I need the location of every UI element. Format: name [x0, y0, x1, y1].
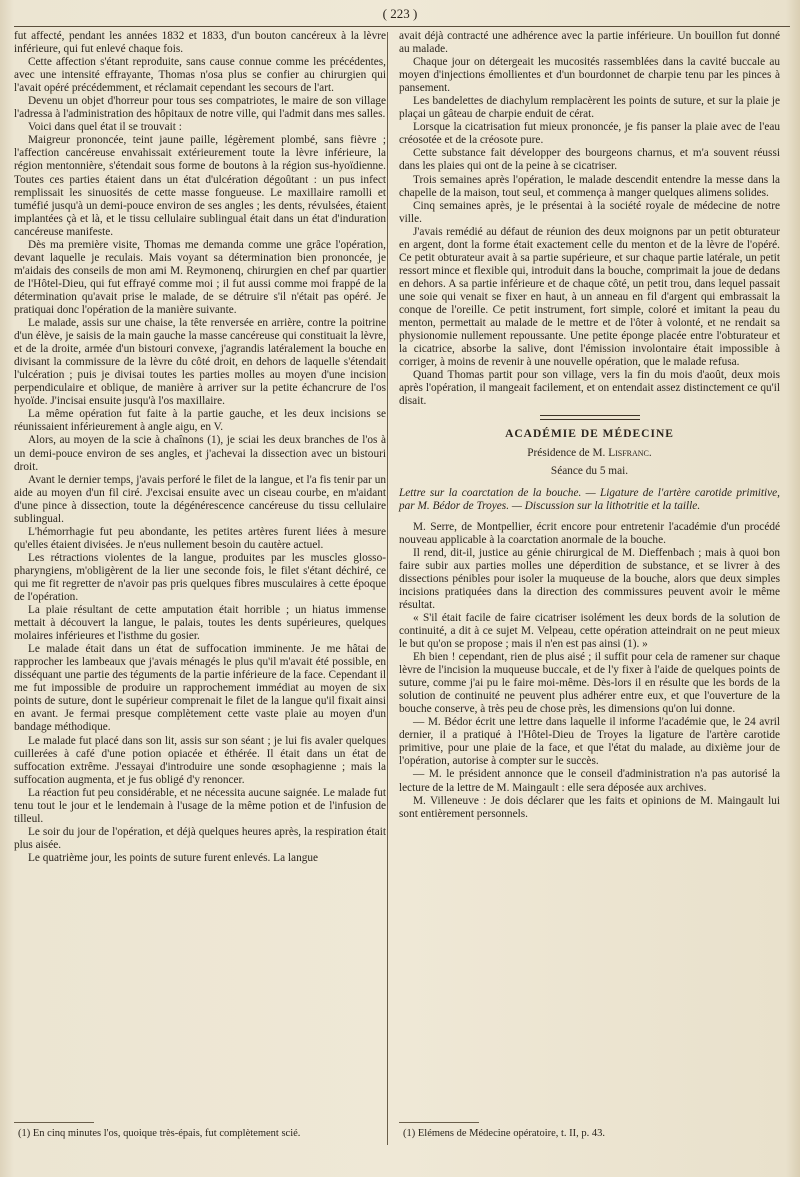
- paragraph: Trois semaines après l'opération, le malade descendit entendre la messe dans la chapelle de la maison, tout seul, et commença à manger quelques alimens solides.: [399, 173, 780, 199]
- left-column: [14, 30, 386, 865]
- paragraph: Chaque jour on détergeait les mucosités rassemblées dans la cavité buccale au moyen d'injections émollientes et d'un bourdonnet de charpie tenu par les pinces à pansement.: [399, 56, 780, 95]
- paragraph: Cinq semaines après, je le présentai à la société royale de médecine de notre ville.: [399, 199, 780, 225]
- paragraph: « S'il était facile de faire cicatriser isolément les deux bords de la solution de continuité, a dit à ce sujet M. Velpeau, cette opération atteindrait on ne peut mieux le but qu'on se propose ; mais il n'en est pas ainsi (1). »: [399, 611, 780, 651]
- paragraph: Le soir du jour de l'opération, et déjà quelques heures après, la respiration était plus aisée.: [14, 825, 386, 851]
- paragraph: — M. Bédor écrit une lettre dans laquelle il informe l'académie que, le 24 avril dernier, il a pratiqué à l'Hôtel-Dieu de Troyes la ligature de l'artère carotide primitive, pour une plaie de la face, et que l'état du malade, au dixième jour de l'opération, autorise à compter sur le succès.: [399, 716, 780, 768]
- academy-proceedings: [399, 521, 780, 821]
- presidence-prefix: Présidence de M.: [527, 447, 609, 460]
- paragraph: Le malade fut placé dans son lit, assis sur son séant ; je lui fis avaler quelques cuillerées à café d'une potion opiacée et éthérée. Il était dans un état de suffocation extrême. J'essayai d'introduire une sonde œsophagienne ; mais la suffocation augmenta, et je fus obligé d'y renoncer.: [14, 734, 386, 786]
- footnote-left: (1) En cinq minutes l'os, quoique très-épais, fut complètement scié.: [18, 1128, 301, 1139]
- paragraph: Cette substance fait développer des bourgeons charnus, et m'a souvent réussi dans les plaies qui ont de la peine à se cicatriser.: [399, 147, 780, 173]
- paragraph: L'hémorrhagie fut peu abondante, les petites artères furent liées à mesure qu'elles étaient divisées. Je n'eus nullement besoin du cautère actuel.: [14, 525, 386, 551]
- right-column: [399, 30, 780, 821]
- paragraph: Les rétractions violentes de la langue, produites par les muscles glosso-pharyngiens, m'obligèrent de la lier une seconde fois, le filet s'étant déchiré, ce qui me fit regretter de n'avoir pas pris quelques fibres musculaires à cette époque de l'opération.: [14, 551, 386, 604]
- paragraph: Cette affection s'étant reproduite, sans cause connue comme les précédentes, avec une intensité effrayante, Thomas n'osa plus se confier au chirurgien qui l'avait opéré précédemment, et réclamait cependant les secours de l'art.: [14, 56, 386, 95]
- paragraph: Le quatrième jour, les points de suture furent enlevés. La langue: [28, 851, 319, 864]
- section-heading: ACADÉMIE DE MÉDECINE: [505, 428, 674, 441]
- paragraph: J'avais remédié au défaut de réunion des deux moignons par un petit obturateur en argent, dont la forme était exactement celle du menton et de la lèvre de l'opéré. Ce petit obturateur avait à sa partie supérieure, et sur chaque partie latérale, un petit ressort mince et flexible qui, introduit dans la bouche, comprimait la joue de dedans en dehors. A sa partie inférieure et de chaque côté, un petit trou, dans lequel passait une soie qui venait se fixer en haut, à un anneau en fil d'argent qui embrassait la conque de l'oreille. Ce petit instrument, fort simple, coloré et imitant la peau du menton, permettait au malade de le mettre et de l'ôter à volonté, et ne rendait sa physionomie nullement repoussante. Une petite éponge placée entre l'obturateur et la cicatrice, absorbe la salive, dont l'émission involontaire était impossible à corriger, à moins de revenir à une nouvelle opération, que le malade refusa.: [399, 225, 780, 369]
- paragraph: — M. le président annonce que le conseil d'administration n'a pas autorisé la lecture de la lettre de M. Maingault : elle sera déposée aux archives.: [399, 768, 780, 794]
- paragraph: La plaie résultant de cette amputation était horrible ; un hiatus immense mettait à découvert la langue, le palais, toutes les dents supérieures, quelques molaires inférieures et l'isthme du gosier.: [14, 604, 386, 643]
- column-divider: [387, 32, 388, 1145]
- paragraph: Quand Thomas partit pour son village, vers la fin du mois d'août, deux mois après l'opération, il mangeait facilement, et on entendait assez distinctement ce qu'il disait.: [399, 369, 780, 408]
- paragraph: fut affecté, pendant les années 1832 et 1833, d'un bouton cancéreux à la lèvre inférieure, qui fut enlevé chaque fois.: [14, 30, 386, 56]
- paragraph: Eh bien ! cependant, rien de plus aisé ; il suffit pour cela de ramener sur chaque lèvre de l'incision la muqueuse buccale, et de l'y fixer à l'aide de quelques points de suture, comme j'ai pu le faire moi-même. Dès-lors il en résulte que les bords de la solution de continuité ne peuvent plus adhérer entre eux, et que l'ouverture de la bouche conserve, à très peu de chose près, les dimensions qu'on lui donne.: [399, 651, 780, 716]
- paragraph: Les bandelettes de diachylum remplacèrent les points de suture, et sur la plaie je plaçai un gâteau de charpie enduit de cérat.: [399, 95, 780, 121]
- section-separator: [540, 415, 640, 420]
- paragraph: La même opération fut faite à la partie gauche, et les deux incisions se réunissaient inférieurement à angle aigu, en V.: [14, 408, 386, 434]
- paragraph: Avant le dernier temps, j'avais perforé le filet de la langue, et l'a fis tenir par un aide au moyen d'un fil ciré. J'excisai ensuite avec un ciseau courbe, en m'aidant d'une pince à dissection, toute la dégénérescence cancéreuse du tissu cellulaire sublingual.: [14, 473, 386, 525]
- seance-date: Séance du 5 mai.: [550, 465, 629, 478]
- footnote-rule-right: [399, 1122, 479, 1123]
- paragraph: Maigreur prononcée, teint jaune paille, légèrement plombé, sans fièvre ; l'affection cancéreuse envahissait extérieurement toute la lèvre inférieure, la région mentonnière, s'étendait sous forme de boutons à la région sus-hyoïdienne. Toutes ces parties étaient dans un état d'ulcération dégoûtant : un pus infect remplissait les sinuosités de cette masse fongueuse. Le maxillaire ramolli et tuméfié jusqu'à un demi-pouce environ de ses angles ; les dents, révulsées, étaient implantées çà et là, et le tissu cellulaire sublingual était dans un état d'induration cancéreuse manifeste.: [14, 134, 386, 238]
- paragraph: La réaction fut peu considérable, et ne nécessita aucune saignée. Le malade fut tenu tout le jour et le lendemain à l'usage de la même potion et de l'infusion de tilleul.: [14, 786, 386, 825]
- case-report-continuation: [399, 30, 780, 408]
- paragraph: Il rend, dit-il, justice au génie chirurgical de M. Dieffenbach ; mais à quoi bon faire subir aux parties molles une déperdition de substance, et se livrer à des dissections pénibles pour isoler la muqueuse de la bouche, alors que deux simples incisions pratiquées dans la direction des commissures peuvent avoir le même résultat.: [399, 546, 780, 611]
- session-summary: Lettre sur la coarctation de la bouche. — Ligature de l'artère carotide primitive, par M. Bédor de Troyes. — Discussion sur la lithotritie et la taille.: [399, 486, 780, 512]
- paragraph: Devenu un objet d'horreur pour tous ses compatriotes, le maire de son village l'adressa à l'administration des hôpitaux de notre ville, qui l'admit dans mes salles.: [14, 95, 386, 121]
- presidence-line: [399, 447, 780, 460]
- president-name: Lisfranc.: [608, 447, 652, 460]
- paragraph: Le malade était dans un état de suffocation imminente. Je me hâtai de rapprocher les lambeaux que j'avais ménagés le plus qu'il m'avait été possible, en disséquant une partie des téguments de la partie inférieure de la face. Cependant il me fut impossible de produire un rapprochement immédiat au moyen de six points de suture, dont le supérieur comprenait le filet de la langue qu'il fixait ainsi en avant. Je fermai presque complètement cette vaste plaie au moyen d'un bandage méthodique.: [14, 643, 386, 734]
- paragraph: Alors, au moyen de la scie à chaînons (1), je sciai les deux branches de l'os à un demi-pouce environ de ses angles, et j'achevai la dissection avec un bistouri droit.: [14, 434, 386, 473]
- page-number: ( 223 ): [382, 6, 418, 21]
- paragraph: Voici dans quel état il se trouvait :: [28, 121, 182, 134]
- paragraph: Lorsque la cicatrisation fut mieux prononcée, je fis panser la plaie avec de l'eau créosotée et de la créosote pure.: [399, 121, 780, 147]
- paragraph: M. Villeneuve : Je dois déclarer que les faits et opinions de M. Maingault lui sont entièrement personnels.: [399, 794, 780, 820]
- paragraph: avait déjà contracté une adhérence avec la partie inférieure. Un bouillon fut donné au malade.: [399, 30, 780, 56]
- footnote-rule-left: [14, 1122, 94, 1123]
- header-rule: [14, 26, 790, 27]
- paragraph: Dès ma première visite, Thomas me demanda comme une grâce l'opération, devant laquelle je reculais. Mais voyant sa détermination bien prononcée, je m'aidais des conseils de mon ami M. Reymonenq, chirurgien en chef par quartier de l'Hôtel-Dieu, qui fut effrayé comme moi ; il fut aussi comme moi frappé de la détermination qu'avait prise le malade, de se détruire s'il n'était pas opéré. Je pratiquai donc l'opération de la manière suivante.: [14, 238, 386, 316]
- paragraph: Le malade, assis sur une chaise, la tête renversée en arrière, contre la poitrine d'un élève, je saisis de la main gauche la masse cancéreuse qui constituait la lèvre, et de la droite, armée d'un bistouri convexe, j'agrandis latéralement la bouche en divisant la commissure de la lèvre du côté droit, en dehors de laquelle s'étendait l'ulcération ; puis je divisai toutes les parties molles au moyen d'une incision perpendiculaire et oblique, de manière à arriver sur la petite échancrure de l'os hyoïde. J'incisai ensuite jusqu'à l'os maxillaire.: [14, 317, 386, 408]
- paragraph: M. Serre, de Montpellier, écrit encore pour entretenir l'académie d'un procédé nouveau applicable à la coarctation anormale de la bouche.: [399, 520, 780, 546]
- footnote-right: (1) Elémens de Médecine opératoire, t. II, p. 43.: [403, 1128, 606, 1139]
